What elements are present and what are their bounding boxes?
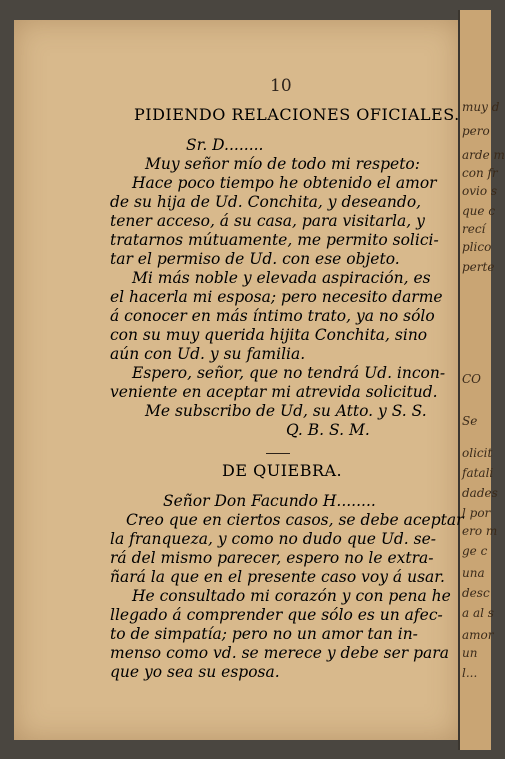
letter-line: rá del mismo parecer, espero no le extra- — [110, 549, 434, 567]
salutation-line: Sr. D........ — [186, 136, 264, 154]
adjacent-page-fragment: l por — [462, 506, 491, 520]
adjacent-page-fragment: olicit — [462, 446, 493, 460]
letter-line: Creo que en ciertos casos, se debe aceptar — [126, 511, 464, 529]
adjacent-page-fragment: desc — [462, 586, 490, 600]
adjacent-page-fragment: l... — [462, 666, 478, 680]
adjacent-page-fragment: muy d — [462, 100, 500, 114]
adjacent-page-fragment: dades — [462, 486, 498, 500]
letter-line: aún con Ud. y su familia. — [110, 345, 306, 363]
letter-line: llegado á comprender que sólo es un afec- — [110, 606, 443, 624]
letter-line: la franqueza, y como no dudo que Ud. se- — [110, 530, 437, 548]
adjacent-page-fragment: ero m — [462, 524, 498, 538]
letter-line: Mi más noble y elevada aspiración, es — [132, 269, 431, 287]
letter-line: tratarnos mútuamente, me permito solici- — [110, 231, 439, 249]
adjacent-page-fragment: una — [462, 566, 485, 580]
adjacent-page-fragment: ovio s — [462, 184, 498, 198]
letter-line: He consultado mi corazón y con pena he — [132, 587, 451, 605]
letter-line: Espero, señor, que no tendrá Ud. incon- — [132, 364, 446, 382]
letter-line: ñará la que en el presente caso voy á usar. — [110, 568, 445, 586]
letter-line: el hacerla mi esposa; pero necesito darme — [110, 288, 443, 306]
page-number: 10 — [270, 76, 292, 96]
salutation-line: Señor Don Facundo H........ — [163, 492, 376, 510]
letter-line: Muy señor mío de todo mi respeto: — [145, 155, 420, 173]
adjacent-page-fragment: fatali — [462, 466, 494, 480]
adjacent-page-fragment: perte — [462, 260, 495, 274]
letter-line: tar el permiso de Ud. con ese objeto. — [110, 250, 400, 268]
signature-abbrev: Q. B. S. M. — [286, 421, 370, 439]
adjacent-page-fragment: un — [462, 646, 478, 660]
adjacent-page-edge — [458, 10, 505, 750]
adjacent-page-fragment: recí — [462, 222, 486, 236]
letter-line: de su hija de Ud. Conchita, y deseando, — [110, 193, 422, 211]
adjacent-page-fragment: CO — [462, 372, 482, 386]
closing-line: Me subscribo de Ud, su Atto. y S. S. — [145, 402, 427, 420]
letter-line: Hace poco tiempo he obtenido el amor — [132, 174, 437, 192]
adjacent-page-fragment: Se — [462, 414, 478, 428]
adjacent-page-fragment: a al s — [462, 606, 494, 620]
section-divider — [266, 453, 290, 454]
letter-line: tener acceso, á su casa, para visitarla, y — [110, 212, 425, 230]
adjacent-page-fragment: ge c — [462, 544, 488, 558]
adjacent-page-fragment: amor — [462, 628, 494, 642]
section-title-quiebra: DE QUIEBRA. — [222, 461, 343, 480]
adjacent-page-fragment: plico — [462, 240, 492, 254]
letter-line: to de simpatía; pero no un amor tan in- — [110, 625, 418, 643]
adjacent-page-fragment: con fr — [462, 166, 498, 180]
adjacent-page-fragment: pero — [462, 124, 490, 138]
letter-line: á conocer en más íntimo trato, ya no sólo — [110, 307, 435, 325]
letter-line: con su muy querida hijita Conchita, sino — [110, 326, 428, 344]
adjacent-page-fragment: que c — [462, 204, 496, 218]
adjacent-page-fragment: arde m — [462, 148, 505, 162]
letter-line: menso como vd. se merece y debe ser para — [110, 644, 449, 662]
letter-line: que yo sea su esposa. — [110, 663, 280, 681]
letter-line: veniente en aceptar mi atrevida solicitud. — [110, 383, 438, 401]
section-title-relaciones: PIDIENDO RELACIONES OFICIALES. — [134, 105, 460, 124]
